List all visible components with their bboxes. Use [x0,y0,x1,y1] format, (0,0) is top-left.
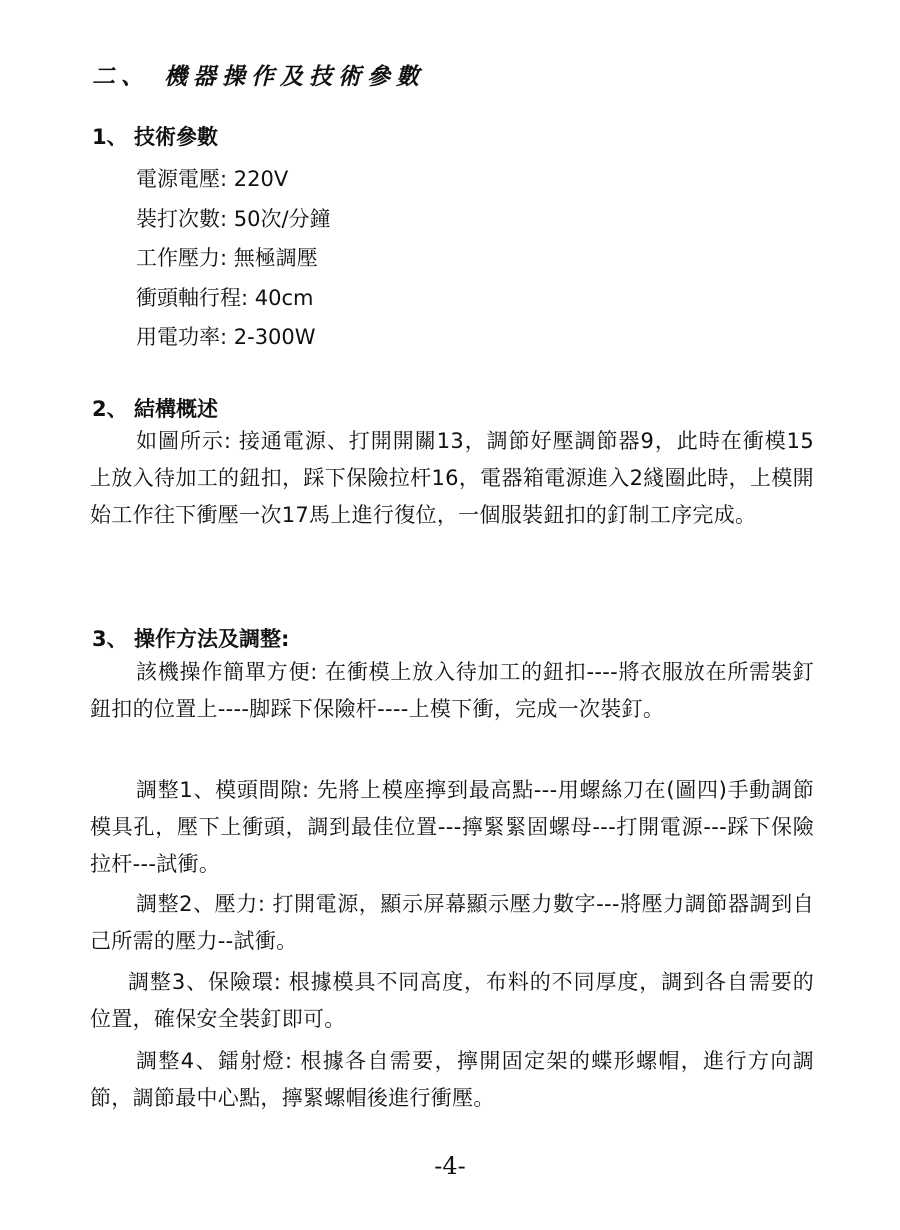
adjustment-4-paragraph: 調整4、鐳射燈: 根據各自需要，擰開固定架的蝶形螺帽，進行方向調節，調節最中心點，擰緊螺帽後進行衝壓。 [90,1049,814,1110]
param-punch-travel: 衝頭軸行程: 40cm [136,285,314,310]
section-3-title: 操作方法及調整: [134,627,290,651]
param-voltage: 電源電壓: 220V [136,167,289,191]
adjustment-1-paragraph: 調整1、模頭間隙: 先將上模座擰到最高點---用螺絲刀在(圖四)手動調節模具孔，壓下上衝頭，調到最佳位置---擰緊緊固螺母---打開電源---踩下保險拉杆---試衝。 [90,778,814,876]
section-3-heading [92,623,289,653]
param-working-pressure: 工作壓力: 無極調壓 [136,246,318,270]
section-1-number: 1、 [92,125,128,149]
technical-parameter-list [136,160,331,358]
operation-paragraph: 該機操作簡單方便: 在衝模上放入待加工的鈕扣----將衣服放在所需裝釘鈕扣的位置上----脚踩下保險杆----上模下衝，完成一次裝釘。 [90,660,814,721]
adjustment-2-paragraph: 調整2、壓力: 打開電源，顯示屏幕顯示壓力數字---將壓力調節器調到自己所需的壓力--試衝。 [90,892,814,953]
section-2-title: 結構概述 [134,397,218,421]
param-stroke-rate: 裝打次數: 50次/分鐘 [136,206,331,231]
section-2-number: 2、 [92,397,128,421]
adjustment-3-paragraph: 調整3、保險環: 根據模具不同高度，布料的不同厚度，調到各自需要的位置，確保安全裝釘即可。 [90,970,814,1031]
section-2-heading [92,393,218,423]
param-power: 用電功率: 2-300W [136,325,316,349]
structure-paragraph: 如圖所示: 接通電源、打開開關13，調節好壓調節器9，此時在衝模15上放入待加工的鈕扣，踩下保險拉杆16，電器箱電源進入2綫圈此時，上模開始工作往下衝壓一次17馬上進行復位，一個服裝鈕扣的釘制工序完成。 [90,429,814,527]
section-1-heading [92,121,218,151]
chapter-title: 二、 機器操作及技術參數 [92,63,426,90]
page-number: -4- [434,1152,466,1180]
section-3-number: 3、 [92,627,128,651]
section-1-title: 技術參數 [134,125,218,149]
